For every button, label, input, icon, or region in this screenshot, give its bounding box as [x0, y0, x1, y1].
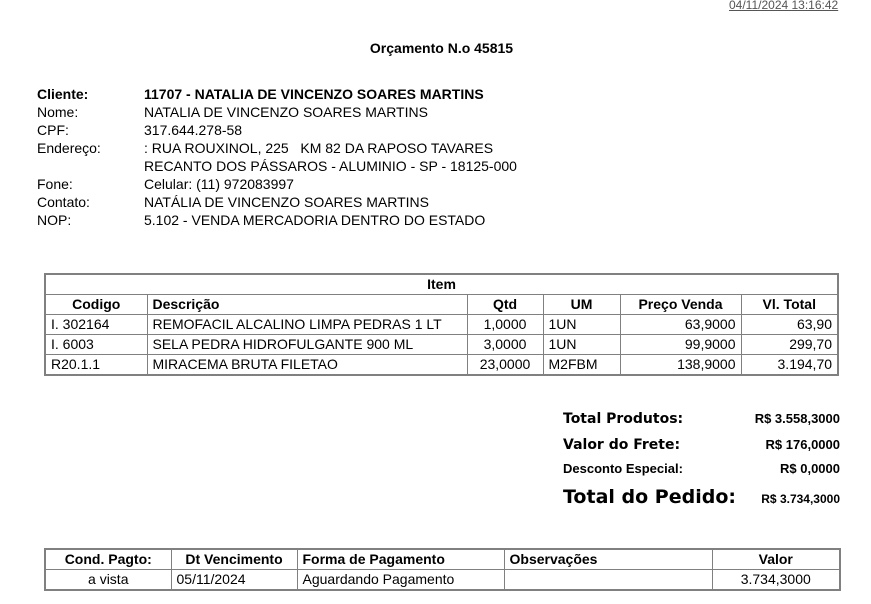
cell-qtd: 3,0000 — [467, 335, 543, 355]
col-header-cond-pagto: Cond. Pagto: — [45, 549, 171, 570]
nop-value: 5.102 - VENDA MERCADORIA DENTRO DO ESTADO — [144, 212, 486, 228]
items-header-row — [45, 295, 838, 315]
col-header-dt-vencimento: Dt Vencimento — [171, 549, 297, 570]
items-caption-row — [45, 274, 838, 295]
col-header-um: UM — [543, 295, 620, 315]
cpf-label: CPF: — [37, 122, 69, 138]
address-line1: : RUA ROUXINOL, 225 KM 82 DA RAPOSO TAVARES — [144, 140, 494, 156]
valor-frete-label: Valor do Frete: — [563, 437, 681, 453]
cell-observacoes — [504, 570, 712, 591]
contact-label: Contato: — [37, 194, 90, 210]
name-label: Nome: — [37, 104, 79, 120]
cpf-value: 317.644.278-58 — [144, 122, 243, 138]
table-row — [45, 315, 838, 335]
col-header-preco-venda: Preço Venda — [620, 295, 741, 315]
phone-value: Celular: (11) 972083997 — [144, 176, 294, 192]
items-table — [44, 273, 839, 376]
phone-label: Fone: — [37, 176, 73, 192]
address-row — [37, 139, 517, 157]
col-header-descricao: Descrição — [147, 295, 467, 315]
cell-vl-total: 299,70 — [741, 335, 838, 355]
cell-vl-total: 63,90 — [741, 315, 838, 335]
total-pedido-value: R$ 3.734,3000 — [761, 492, 840, 506]
cell-qtd: 1,0000 — [467, 315, 543, 335]
total-pedido-label: Total do Pedido: — [563, 486, 736, 508]
cell-codigo: R20.1.1 — [45, 355, 147, 376]
desconto-value: R$ 0,0000 — [780, 461, 840, 476]
cell-um: 1UN — [543, 315, 620, 335]
total-pedido-row — [563, 484, 840, 510]
cpf-row — [37, 121, 517, 139]
address-label: Endereço: — [37, 140, 101, 156]
table-row — [45, 570, 840, 591]
desconto-label: Desconto Especial: — [563, 461, 683, 476]
timestamp-link[interactable]: 04/11/2024 13:16:42 — [729, 0, 839, 12]
cell-preco-venda: 99,9000 — [620, 335, 741, 355]
valor-frete-row — [563, 432, 840, 458]
cell-preco-venda: 138,9000 — [620, 355, 741, 376]
contact-row — [37, 193, 517, 211]
items-caption: Item — [45, 274, 838, 295]
contact-value: NATÁLIA DE VINCENZO SOARES MARTINS — [144, 194, 429, 210]
col-header-vl-total: Vl. Total — [741, 295, 838, 315]
total-produtos-label: Total Produtos: — [563, 411, 684, 427]
col-header-observacoes: Observações — [504, 549, 712, 570]
address-label-empty — [37, 157, 144, 175]
client-row — [37, 85, 517, 103]
col-header-valor: Valor — [712, 549, 840, 570]
name-row — [37, 103, 517, 121]
address-row-2 — [37, 157, 517, 175]
nop-label: NOP: — [37, 212, 72, 228]
cell-um: 1UN — [543, 335, 620, 355]
payment-header-row — [45, 549, 840, 570]
col-header-codigo: Codigo — [45, 295, 147, 315]
cell-dt-vencimento: 05/11/2024 — [171, 570, 297, 591]
phone-row — [37, 175, 517, 193]
payment-table — [44, 548, 841, 591]
table-row — [45, 355, 838, 376]
cell-preco-venda: 63,9000 — [620, 315, 741, 335]
cell-cond-pagto: a vista — [45, 570, 171, 591]
cell-vl-total: 3.194,70 — [741, 355, 838, 376]
document-title: Orçamento N.o 45815 — [369, 40, 514, 56]
col-header-qtd: Qtd — [467, 295, 543, 315]
total-produtos-row — [563, 406, 840, 432]
client-label: Cliente: — [37, 86, 89, 102]
cell-codigo: I. 6003 — [45, 335, 147, 355]
cell-descricao: SELA PEDRA HIDROFULGANTE 900 ML — [147, 335, 467, 355]
cell-codigo: I. 302164 — [45, 315, 147, 335]
cell-forma-pagamento: Aguardando Pagamento — [297, 570, 504, 591]
table-row — [45, 335, 838, 355]
name-value: NATALIA DE VINCENZO SOARES MARTINS — [144, 104, 428, 120]
client-info — [37, 85, 517, 229]
cell-qtd: 23,0000 — [467, 355, 543, 376]
nop-row — [37, 211, 517, 229]
col-header-forma-pagamento: Forma de Pagamento — [297, 549, 504, 570]
client-value: 11707 - NATALIA DE VINCENZO SOARES MARTINS — [144, 86, 484, 102]
address-line2: RECANTO DOS PÁSSAROS - ALUMINIO - SP - 18125-000 — [144, 158, 517, 174]
desconto-row — [563, 458, 840, 484]
valor-frete-value: R$ 176,0000 — [765, 437, 840, 452]
cell-descricao: MIRACEMA BRUTA FILETAO — [147, 355, 467, 376]
cell-valor: 3.734,3000 — [712, 570, 840, 591]
totals-block — [563, 406, 840, 510]
cell-descricao: REMOFACIL ALCALINO LIMPA PEDRAS 1 LT — [147, 315, 467, 335]
total-produtos-value: R$ 3.558,3000 — [754, 411, 840, 426]
cell-um: M2FBM — [543, 355, 620, 376]
